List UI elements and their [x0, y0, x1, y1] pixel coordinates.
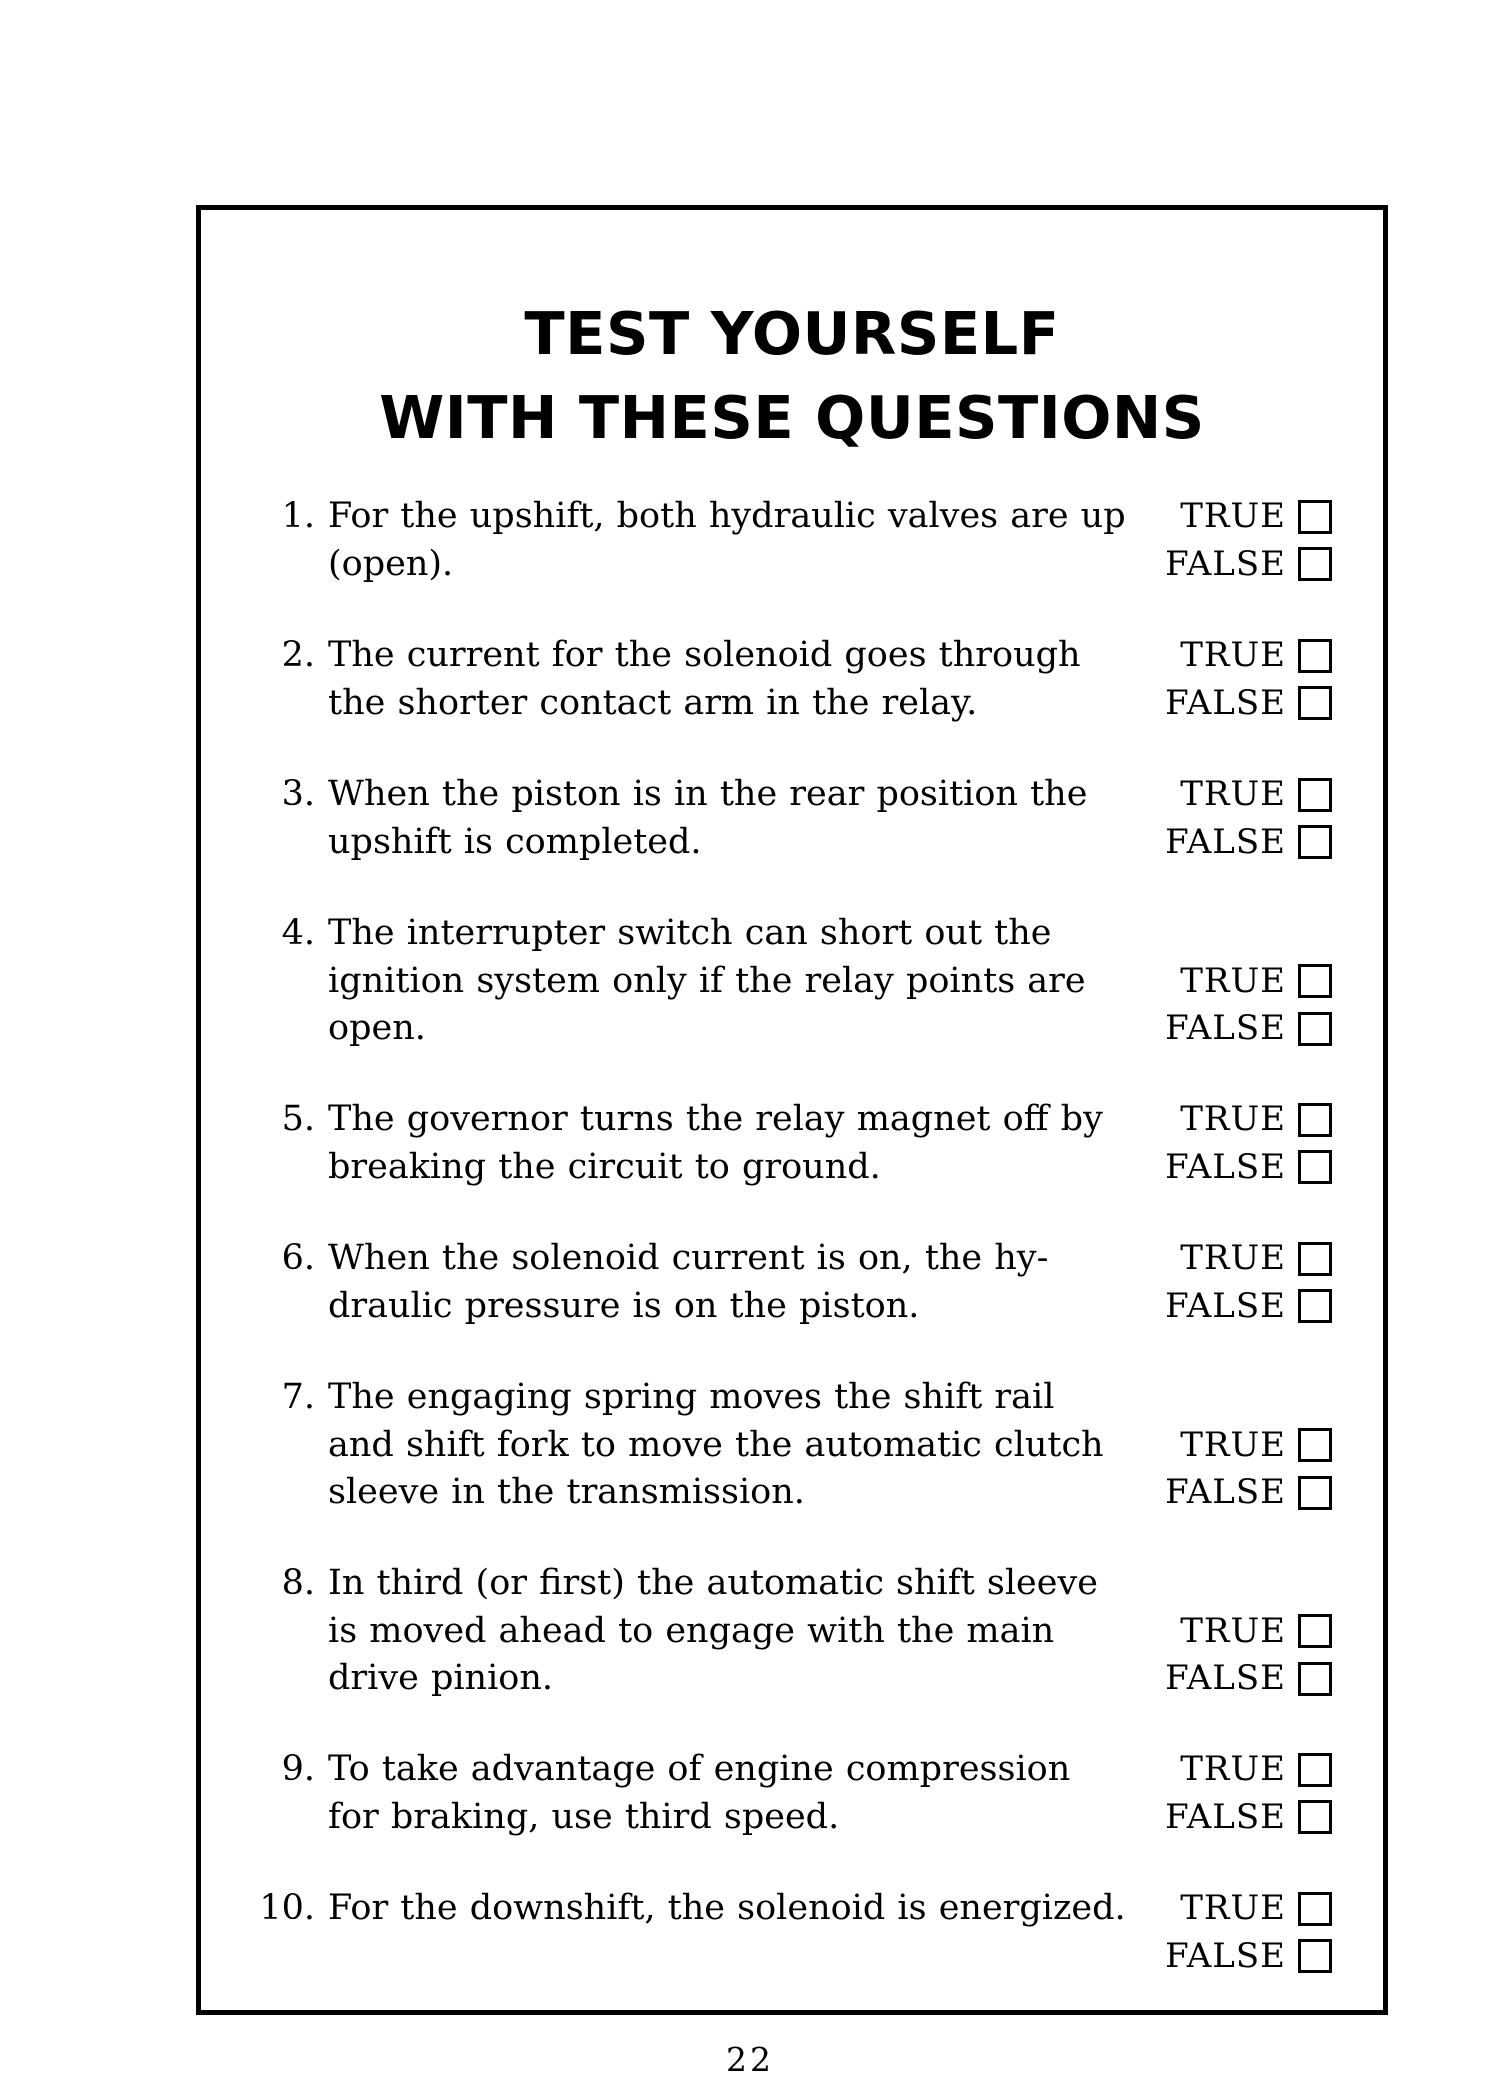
answer-group — [1147, 1096, 1332, 1191]
question-line: The current for the solenoid goes through — [328, 635, 1081, 675]
quiz-frame — [196, 205, 1388, 2015]
question-line: and shift fork to move the automatic clutch — [328, 1424, 1104, 1465]
question-number: 8. — [281, 1563, 315, 1603]
question-line: The interrupter switch can short out the — [328, 913, 1052, 953]
false-label: FALSE — [1165, 821, 1286, 862]
true-option — [1147, 632, 1332, 680]
false-option — [1147, 1144, 1332, 1192]
false-option — [1147, 1655, 1332, 1703]
true-checkbox[interactable] — [1298, 500, 1332, 534]
question-text — [328, 1560, 1128, 1703]
question-line: upshift is completed. — [328, 821, 702, 862]
true-label: TRUE — [1180, 1610, 1286, 1651]
quiz-title — [201, 292, 1383, 460]
page-number: 22 — [726, 2040, 774, 2079]
true-label: TRUE — [1180, 774, 1286, 814]
false-checkbox[interactable] — [1298, 547, 1332, 581]
question-text — [328, 493, 1128, 588]
question-number: 9. — [281, 1749, 315, 1789]
title-line-1: TEST YOURSELF — [524, 299, 1060, 368]
true-option — [1147, 771, 1332, 819]
question-line: When the piston is in the rear position the — [328, 774, 1088, 814]
false-checkbox[interactable] — [1298, 1150, 1332, 1184]
false-label: FALSE — [1165, 1658, 1286, 1698]
false-option — [1147, 819, 1332, 867]
true-checkbox[interactable] — [1298, 1614, 1332, 1648]
false-label: FALSE — [1165, 1472, 1286, 1512]
true-label: TRUE — [1180, 635, 1286, 675]
true-checkbox[interactable] — [1298, 778, 1332, 812]
answer-group — [1147, 1608, 1332, 1703]
false-checkbox[interactable] — [1298, 1662, 1332, 1696]
true-label: TRUE — [1180, 1099, 1286, 1139]
question-line: The governor turns the relay magnet off by — [328, 1099, 1103, 1139]
question-number: 2. — [281, 635, 315, 675]
true-option — [1147, 493, 1332, 541]
question-text — [328, 771, 1128, 866]
false-checkbox[interactable] — [1298, 1939, 1332, 1973]
false-option — [1147, 680, 1332, 728]
false-checkbox[interactable] — [1298, 1012, 1332, 1046]
false-label: FALSE — [1165, 1146, 1286, 1187]
question-number: 4. — [281, 913, 315, 953]
true-label: TRUE — [1180, 496, 1286, 536]
true-checkbox[interactable] — [1298, 639, 1332, 673]
answer-group — [1147, 958, 1332, 1053]
false-checkbox[interactable] — [1298, 686, 1332, 720]
question-line: sleeve in the transmission. — [328, 1472, 805, 1512]
question-number: 3. — [281, 774, 315, 814]
question-text — [328, 1885, 1128, 1933]
question-line: The engaging spring moves the shift rail — [328, 1377, 1055, 1417]
true-option — [1147, 1746, 1332, 1794]
true-option — [1147, 1422, 1332, 1470]
question-text — [328, 1235, 1128, 1330]
question-line: (open). — [328, 543, 454, 584]
question-number: 5. — [281, 1099, 315, 1139]
false-option — [1147, 1469, 1332, 1517]
false-label: FALSE — [1165, 543, 1286, 584]
question-number: 7. — [281, 1377, 315, 1417]
true-option — [1147, 1885, 1332, 1933]
false-label: FALSE — [1165, 1796, 1286, 1837]
true-label: TRUE — [1180, 1424, 1286, 1465]
false-checkbox[interactable] — [1298, 825, 1332, 859]
question-line: open. — [328, 1008, 426, 1048]
true-checkbox[interactable] — [1298, 964, 1332, 998]
answer-group — [1147, 771, 1332, 866]
question-line: When the solenoid current is on, the hy- — [328, 1238, 1049, 1278]
false-option — [1147, 1005, 1332, 1053]
question-line: drive pinion. — [328, 1658, 554, 1698]
question-number: 1. — [281, 496, 315, 536]
answer-group — [1147, 1885, 1332, 1980]
false-checkbox[interactable] — [1298, 1800, 1332, 1834]
question-number: 6. — [281, 1238, 315, 1278]
question-text — [328, 1096, 1128, 1191]
true-label: TRUE — [1180, 1888, 1286, 1928]
question-text — [328, 632, 1128, 727]
question-line: is moved ahead to engage with the main — [328, 1610, 1055, 1651]
false-label: FALSE — [1165, 1008, 1286, 1048]
true-option — [1147, 1608, 1332, 1656]
answer-group — [1147, 1746, 1332, 1841]
true-label: TRUE — [1180, 960, 1286, 1001]
question-line: the shorter contact arm in the relay. — [328, 682, 978, 723]
true-label: TRUE — [1180, 1238, 1286, 1278]
true-option — [1147, 1096, 1332, 1144]
false-checkbox[interactable] — [1298, 1289, 1332, 1323]
true-option — [1147, 958, 1332, 1006]
question-line: To take advantage of engine compression — [328, 1749, 1071, 1789]
false-option — [1147, 541, 1332, 589]
false-checkbox[interactable] — [1298, 1476, 1332, 1510]
answer-group — [1147, 1235, 1332, 1330]
answer-group — [1147, 1422, 1332, 1517]
question-line: draulic pressure is on the piston. — [328, 1285, 920, 1326]
question-text — [328, 1746, 1128, 1841]
true-option — [1147, 1235, 1332, 1283]
question-number: 10. — [259, 1888, 315, 1928]
true-checkbox[interactable] — [1298, 1428, 1332, 1462]
question-line: For the upshift, both hydraulic valves are up — [328, 496, 1126, 536]
false-option — [1147, 1794, 1332, 1842]
false-option — [1147, 1283, 1332, 1331]
false-label: FALSE — [1165, 1935, 1286, 1976]
true-label: TRUE — [1180, 1749, 1286, 1789]
question-text — [328, 1374, 1128, 1517]
question-line: for braking, use third speed. — [328, 1796, 840, 1837]
answer-group — [1147, 632, 1332, 727]
question-line: For the downshift, the solenoid is energized. — [328, 1888, 1126, 1928]
question-line: ignition system only if the relay points are — [328, 960, 1086, 1001]
true-checkbox[interactable] — [1298, 1242, 1332, 1276]
title-line-2: WITH THESE QUESTIONS — [379, 383, 1205, 452]
question-line: breaking the circuit to ground. — [328, 1146, 881, 1187]
true-checkbox[interactable] — [1298, 1753, 1332, 1787]
false-option — [1147, 1933, 1332, 1981]
true-checkbox[interactable] — [1298, 1103, 1332, 1137]
question-line: In third (or first) the automatic shift sleeve — [328, 1563, 1098, 1603]
true-checkbox[interactable] — [1298, 1892, 1332, 1926]
false-label: FALSE — [1165, 1285, 1286, 1326]
false-label: FALSE — [1165, 682, 1286, 723]
answer-group — [1147, 493, 1332, 588]
question-text — [328, 910, 1128, 1053]
